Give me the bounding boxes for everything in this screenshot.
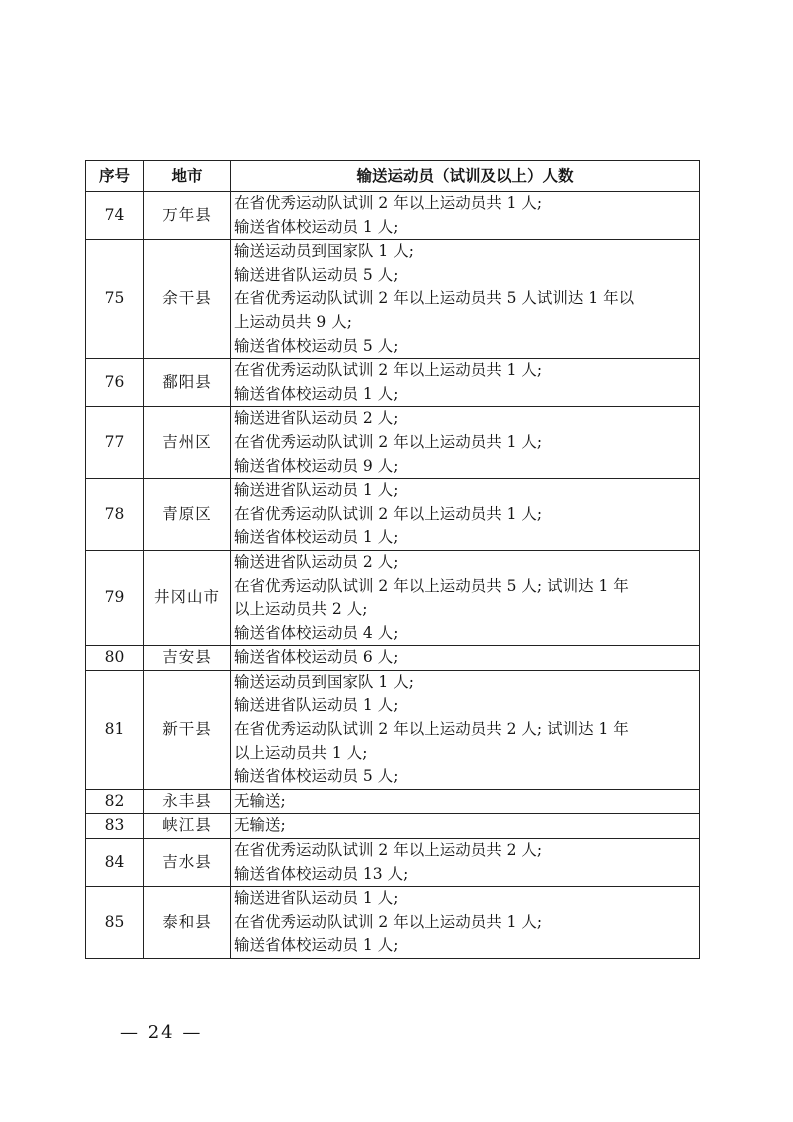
row-number: 83 [86, 814, 144, 839]
row-city: 青原区 [144, 479, 231, 551]
detail-line: 输送运动员到国家队 1 人; [234, 672, 414, 691]
row-detail [231, 192, 700, 240]
detail-line: 在省优秀运动队试训 2 年以上运动员共 1 人; [234, 361, 543, 380]
athlete-table [85, 160, 700, 959]
row-number: 80 [86, 646, 144, 671]
detail-line: 输送省体校运动员 1 人; [234, 384, 399, 403]
row-detail [231, 789, 700, 814]
row-number: 74 [86, 192, 144, 240]
detail-line: 在省优秀运动队试训 2 年以上运动员共 1 人; [234, 432, 543, 451]
page-number: — 24 — [120, 1022, 203, 1043]
row-city: 余干县 [144, 240, 231, 359]
table-row [86, 407, 700, 479]
table-row [86, 789, 700, 814]
detail-line: 输送省体校运动员 1 人; [234, 936, 399, 955]
row-detail [231, 646, 700, 671]
detail-line: 以上运动员共 1 人; [234, 743, 368, 762]
table-row [86, 670, 700, 789]
detail-line: 在省优秀运动队试训 2 年以上运动员共 1 人; [234, 504, 543, 523]
table-row [86, 359, 700, 407]
row-number: 85 [86, 887, 144, 959]
row-number: 76 [86, 359, 144, 407]
row-number: 75 [86, 240, 144, 359]
detail-line: 以上运动员共 2 人; [234, 600, 368, 619]
row-detail [231, 359, 700, 407]
table-header-row [86, 161, 700, 192]
row-detail [231, 814, 700, 839]
table-row [86, 240, 700, 359]
row-city: 井冈山市 [144, 550, 231, 645]
detail-line: 上运动员共 9 人; [234, 312, 352, 331]
detail-line: 在省优秀运动队试训 2 年以上运动员共 5 人试训达 1 年以 [234, 289, 635, 308]
header-count: 输送运动员（试训及以上）人数 [231, 161, 700, 192]
detail-line: 输送省体校运动员 4 人; [234, 623, 399, 642]
detail-line: 输送进省队运动员 1 人; [234, 481, 399, 500]
row-detail [231, 240, 700, 359]
detail-line: 输送进省队运动员 2 人; [234, 552, 399, 571]
row-city: 永丰县 [144, 789, 231, 814]
detail-line: 输送省体校运动员 9 人; [234, 456, 399, 475]
detail-line: 输送省体校运动员 1 人; [234, 217, 399, 236]
table-row [86, 192, 700, 240]
detail-line: 输送省体校运动员 5 人; [234, 336, 399, 355]
row-number: 77 [86, 407, 144, 479]
detail-line: 输送省体校运动员 5 人; [234, 767, 399, 786]
detail-line: 输送进省队运动员 1 人; [234, 696, 399, 715]
detail-line: 无输送; [234, 816, 286, 835]
table-row [86, 887, 700, 959]
row-number: 84 [86, 839, 144, 887]
row-city: 鄱阳县 [144, 359, 231, 407]
table-row [86, 814, 700, 839]
row-number: 79 [86, 550, 144, 645]
detail-line: 输送运动员到国家队 1 人; [234, 242, 414, 261]
detail-line: 输送省体校运动员 6 人; [234, 648, 399, 667]
row-detail [231, 670, 700, 789]
detail-line: 在省优秀运动队试训 2 年以上运动员共 2 人; 试训达 1 年 [234, 720, 629, 739]
row-city: 吉州区 [144, 407, 231, 479]
row-city: 吉安县 [144, 646, 231, 671]
detail-line: 输送进省队运动员 5 人; [234, 265, 399, 284]
detail-line: 在省优秀运动队试训 2 年以上运动员共 1 人; [234, 912, 543, 931]
row-number: 82 [86, 789, 144, 814]
row-detail [231, 887, 700, 959]
row-detail [231, 407, 700, 479]
detail-line: 输送进省队运动员 1 人; [234, 889, 399, 908]
row-number: 81 [86, 670, 144, 789]
row-city: 峡江县 [144, 814, 231, 839]
table-row [86, 479, 700, 551]
detail-line: 输送省体校运动员 13 人; [234, 864, 409, 883]
row-city: 泰和县 [144, 887, 231, 959]
detail-line: 在省优秀运动队试训 2 年以上运动员共 2 人; [234, 841, 543, 860]
row-detail [231, 479, 700, 551]
table-row [86, 550, 700, 645]
header-no: 序号 [86, 161, 144, 192]
table-row [86, 646, 700, 671]
header-city: 地市 [144, 161, 231, 192]
row-number: 78 [86, 479, 144, 551]
detail-line: 无输送; [234, 791, 286, 810]
row-city: 吉水县 [144, 839, 231, 887]
detail-line: 输送省体校运动员 1 人; [234, 528, 399, 547]
row-city: 新干县 [144, 670, 231, 789]
detail-line: 在省优秀运动队试训 2 年以上运动员共 1 人; [234, 194, 543, 212]
row-city: 万年县 [144, 192, 231, 240]
row-detail [231, 839, 700, 887]
detail-line: 在省优秀运动队试训 2 年以上运动员共 5 人; 试训达 1 年 [234, 576, 629, 595]
row-detail [231, 550, 700, 645]
table-row [86, 839, 700, 887]
detail-line: 输送进省队运动员 2 人; [234, 409, 399, 428]
